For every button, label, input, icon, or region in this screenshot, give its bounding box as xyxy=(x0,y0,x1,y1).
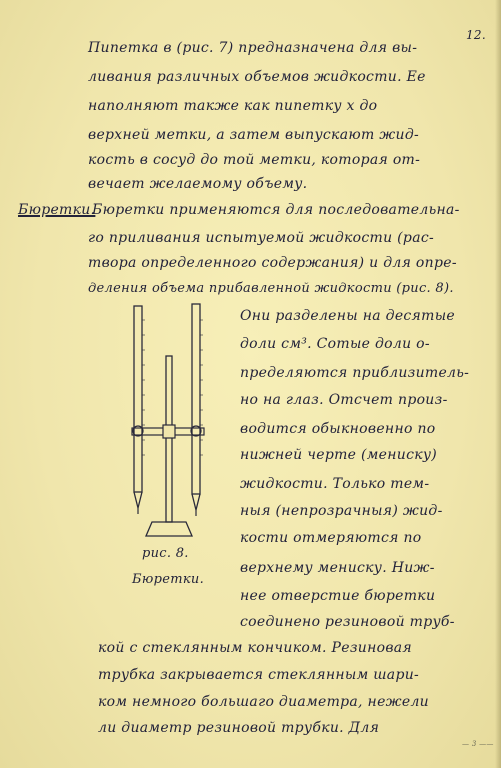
text-line: ком немного большаго диаметра, нежели xyxy=(98,694,429,710)
text-line: кой с стеклянным кончиком. Резиновая xyxy=(98,640,413,656)
text-line: верхней метки, а затем выпускают жид- xyxy=(88,127,420,143)
text-line: нее отверстие бюретки xyxy=(240,588,436,604)
text-line: Они разделены на десятые xyxy=(240,308,455,324)
text-line: трубка закрывается стеклянным шари- xyxy=(98,667,420,683)
text-line: верхнему мениску. Ниж- xyxy=(240,560,435,576)
text-line: го приливания испытуемой жидкости (рас- xyxy=(88,230,435,246)
corner-mark: — 3 —— xyxy=(462,740,494,748)
text-line: деления объема прибавленной жидкости (рис. 8). xyxy=(88,281,454,296)
text-line: водится обыкновенно по xyxy=(240,421,436,437)
burette-figure xyxy=(118,300,228,545)
text-line: ли диаметр резиновой трубки. Для xyxy=(98,720,380,736)
left-burette-tip xyxy=(134,492,142,508)
text-line: Пипетка в (рис. 7) предназначена для вы- xyxy=(88,40,418,56)
text-line: вечает желаемому объему. xyxy=(88,176,308,192)
text-line: ныя (непрозрачныя) жид- xyxy=(240,503,443,519)
stand-rod xyxy=(166,356,172,522)
left-burette-tube xyxy=(134,306,142,492)
figure-label: рис. 8. xyxy=(142,546,189,561)
text-line: жидкости. Только тем- xyxy=(240,476,430,492)
stand-base xyxy=(146,522,192,536)
text-line: но на глаз. Отсчет произ- xyxy=(240,392,448,408)
page-number: 12. xyxy=(466,28,486,42)
text-line: доли см³. Сотые доли о- xyxy=(240,336,430,352)
text-line: наполняют также как пипетку x до xyxy=(88,98,378,114)
text-line: нижней черте (мениску) xyxy=(240,447,438,463)
text-line: твора определенного содержания) и для опре- xyxy=(88,255,457,271)
text-line: соединено резиновой труб- xyxy=(240,614,455,630)
text-line: ливания различных объемов жидкости. Ее xyxy=(88,69,426,85)
figure-caption: Бюретки. xyxy=(132,572,205,587)
margin-note: Бюретки. xyxy=(18,202,96,218)
text-line: кости отмеряются по xyxy=(240,530,422,546)
text-line: кость в сосуд до той метки, которая от- xyxy=(88,152,421,168)
page-edge-shadow xyxy=(495,0,501,768)
text-line: пределяются приблизитель- xyxy=(240,365,470,381)
right-burette-tube xyxy=(192,304,200,494)
right-burette-tip xyxy=(192,494,200,510)
text-line: Бюретки применяются для последовательна- xyxy=(92,202,460,218)
